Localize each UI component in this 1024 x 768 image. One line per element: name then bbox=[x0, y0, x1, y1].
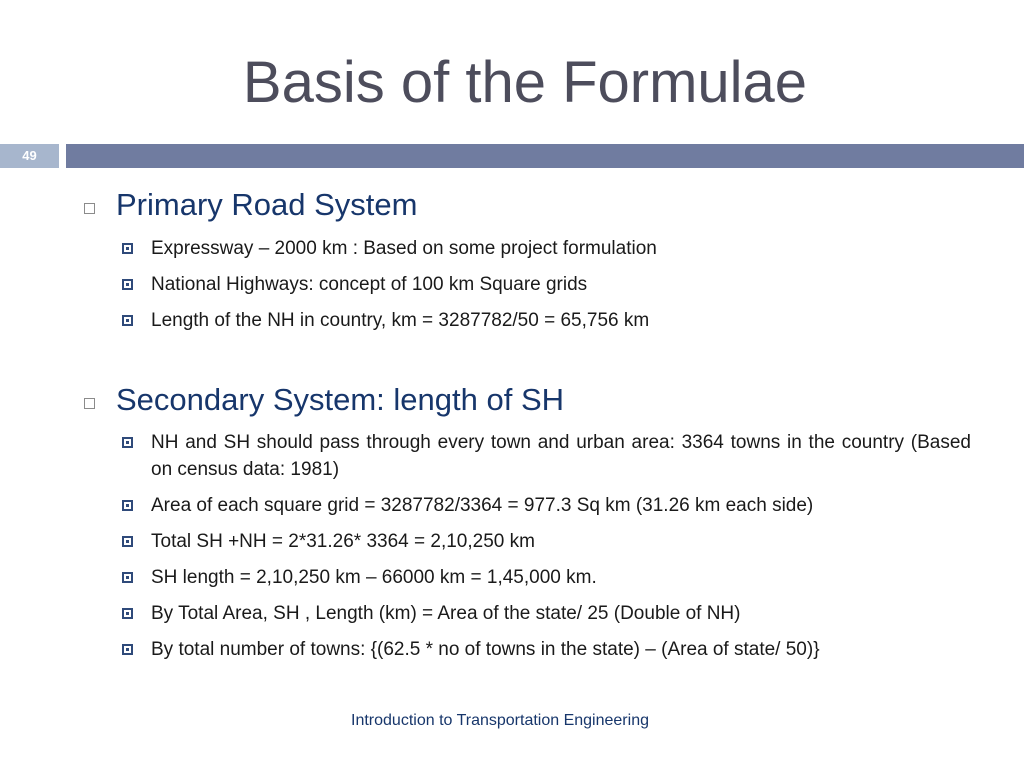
square-bullet-icon bbox=[122, 608, 133, 619]
footer-text: Introduction to Transportation Engineering bbox=[351, 712, 649, 729]
square-bullet-icon bbox=[122, 644, 133, 655]
bullet-item: National Highways: concept of 100 km Square grids bbox=[151, 274, 588, 295]
bullet-item: Area of each square grid = 3287782/3364 = 977.3 Sq km (31.26 km each side) bbox=[151, 495, 814, 516]
square-bullet-icon bbox=[122, 437, 133, 448]
square-bullet-icon bbox=[122, 243, 133, 254]
square-bullet-icon bbox=[122, 572, 133, 583]
bullet-item: By Total Area, SH , Length (km) = Area of the state/ 25 (Double of NH) bbox=[151, 603, 741, 624]
bullet-item: Expressway – 2000 km : Based on some project formulation bbox=[151, 238, 657, 259]
section-heading-primary-road-system: Primary Road System bbox=[116, 187, 418, 222]
page-number-badge: 49 bbox=[0, 144, 59, 168]
bullet-item: SH length = 2,10,250 km – 66000 km = 1,45,000 km. bbox=[151, 567, 597, 588]
square-bullet-icon bbox=[122, 279, 133, 290]
square-bullet-icon bbox=[122, 315, 133, 326]
bullet-item: Length of the NH in country, km = 3287782/50 = 65,756 km bbox=[151, 310, 650, 331]
section-heading-secondary-system: Secondary System: length of SH bbox=[116, 382, 565, 417]
bullet-item: By total number of towns: {(62.5 * no of towns in the state) – (Area of state/ 50)} bbox=[151, 639, 820, 660]
bullet-item: Total SH +NH = 2*31.26* 3364 = 2,10,250 km bbox=[151, 531, 535, 552]
slide-title: Basis of the Formulae bbox=[242, 50, 808, 115]
hollow-square-bullet-icon bbox=[84, 203, 95, 214]
square-bullet-icon bbox=[122, 500, 133, 511]
bullet-item: NH and SH should pass through every town and urban area: 3364 towns in the country (Based on census data: 1981) bbox=[151, 432, 971, 480]
hollow-square-bullet-icon bbox=[84, 398, 95, 409]
square-bullet-icon bbox=[122, 536, 133, 547]
